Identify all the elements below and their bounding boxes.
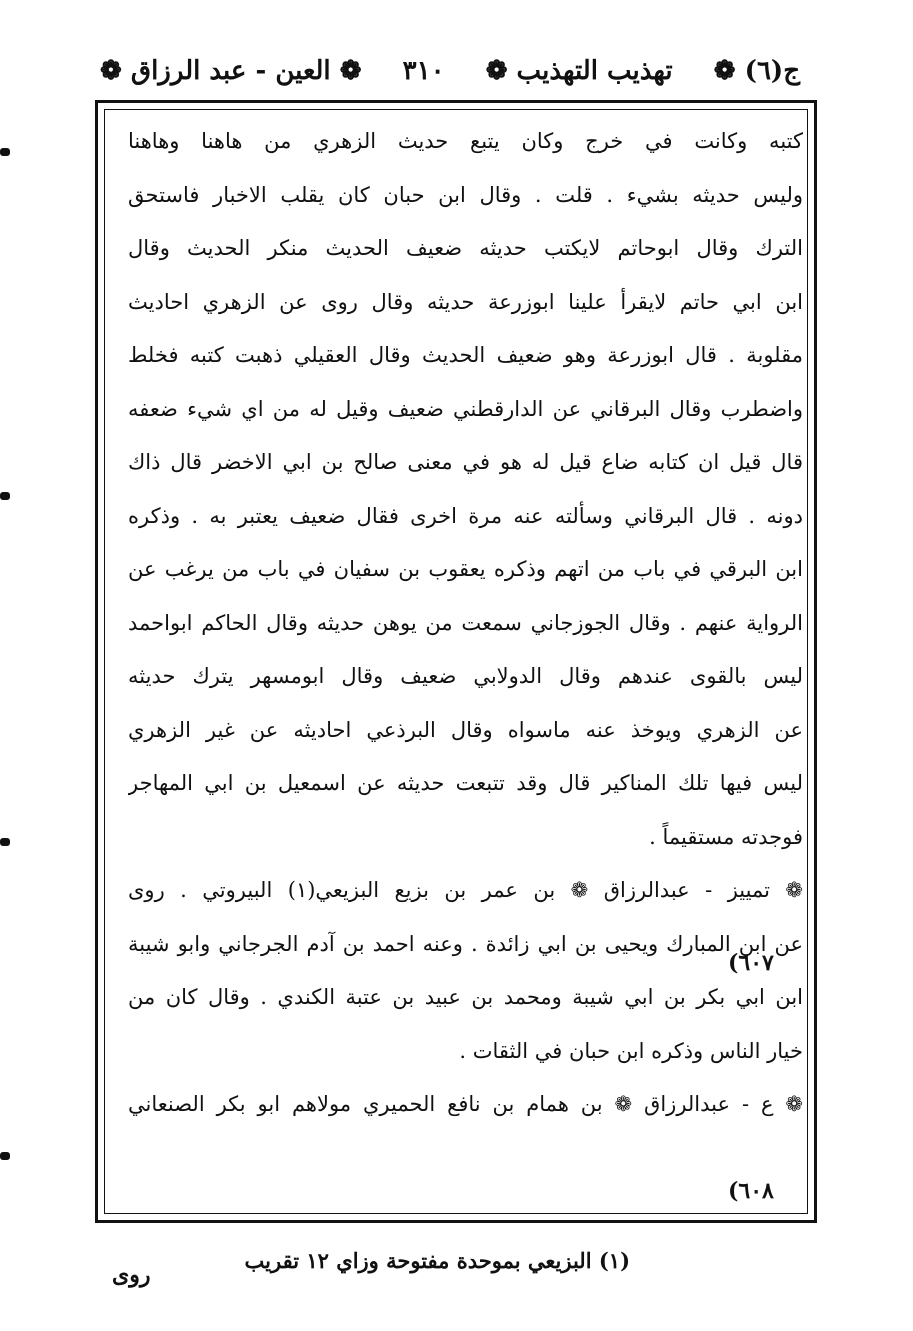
scan-edge-mark — [0, 492, 10, 500]
main-text-block — [128, 115, 803, 1132]
text-line: عن الزهري ويوخذ عنه ماسواه وقال البرذعي احاديثه عن غير الزهري — [128, 717, 803, 742]
text-line: الرواية عنهم . وقال الجوزجاني سمعت من يوهن حديثه وقال الحاكم ابواحمد — [128, 610, 803, 635]
entry-number-607: (٦٠٧ — [728, 950, 774, 976]
text-line: ابن ابي حاتم لايقرأ علينا ابوزرعة حديثه وقال روى عن الزهري احاديث — [128, 289, 803, 314]
scan-edge-mark — [0, 838, 10, 846]
header-volume: ج(٦) ❁ — [713, 56, 800, 86]
text-line: ليس فيها تلك المناكير قال وقد تتبعت حديثه عن اسمعيل بن ابي المهاجر — [128, 771, 803, 795]
text-line: دونه . قال البرقاني وسألته عنه مرة اخرى فقال ضعيف يعتبر به . وذكره — [128, 503, 803, 528]
text-line: ليس بالقوى عندهم وقال الدولابي ضعيف وقال ابومسهر يترك حديثه — [128, 664, 803, 688]
scan-edge-mark — [0, 1152, 10, 1160]
entry-607-line: ابن ابي بكر بن ابي شيبة ومحمد بن عبيد بن عتبة الكندي . وقال كان من — [128, 985, 803, 1009]
entry-608-line: ❁ ع - عبدالرزاق ❁ بن همام بن نافع الحميري مولاهم ابو بكر الصنعاني — [128, 1092, 803, 1116]
entry-number-608: (٦٠٨ — [728, 1178, 774, 1204]
entry-607-line: خيار الناس وذكره ابن حبان في الثقات . — [459, 1038, 803, 1063]
text-line: واضطرب وقال البرقاني عن الدارقطني ضعيف وقيل له من اي شيء ضعفه — [128, 396, 803, 421]
text-line: الترك وقال ابوحاتم لايكتب حديثه ضعيف الحديث منكر الحديث وقال — [128, 236, 803, 260]
text-line: وليس حديثه بشيء . قلت . وقال ابن حبان كان يقلب الاخبار فاستحق — [128, 182, 803, 207]
text-line: فوجدته مستقيماً . — [649, 824, 803, 849]
text-line: كتبه وكانت في خرج وكان يتبع حديث الزهري من هاهنا وهاهنا — [128, 129, 803, 153]
footnote: (١) البزيعي بموحدة مفتوحة وزاي ١٢ تقريب — [244, 1248, 630, 1273]
scan-edge-mark — [0, 148, 10, 156]
text-line: قال قيل ان كتابه ضاع قيل له هو في معنى صالح بن ابي الاخضر قال ذاك — [128, 450, 803, 474]
catchword: روى — [112, 1262, 151, 1288]
entry-607-line: عن ابن المبارك ويحيى بن ابي زائدة . وعنه احمد بن آدم الجرجاني وابو شيبة — [128, 931, 803, 956]
header-section: ❁ العين - عبد الرزاق ❁ — [100, 56, 362, 86]
text-line: ابن البرقي في باب من اتهم وذكره يعقوب بن سفيان في باب من يرغب عن — [128, 557, 803, 581]
running-header — [100, 48, 800, 94]
text-line: مقلوبة . قال ابوزرعة وهو ضعيف الحديث وقال العقيلي ذهبت كتبه فخلط — [128, 343, 803, 367]
entry-607-line: ❁ تمييز - عبدالرزاق ❁ بن عمر بن بزيع البزيعي(١) البيروتي . روى — [128, 878, 803, 902]
header-book-title: تهذيب التهذيب ❁ — [485, 56, 673, 86]
page-number: ٣١٠ — [402, 56, 445, 86]
